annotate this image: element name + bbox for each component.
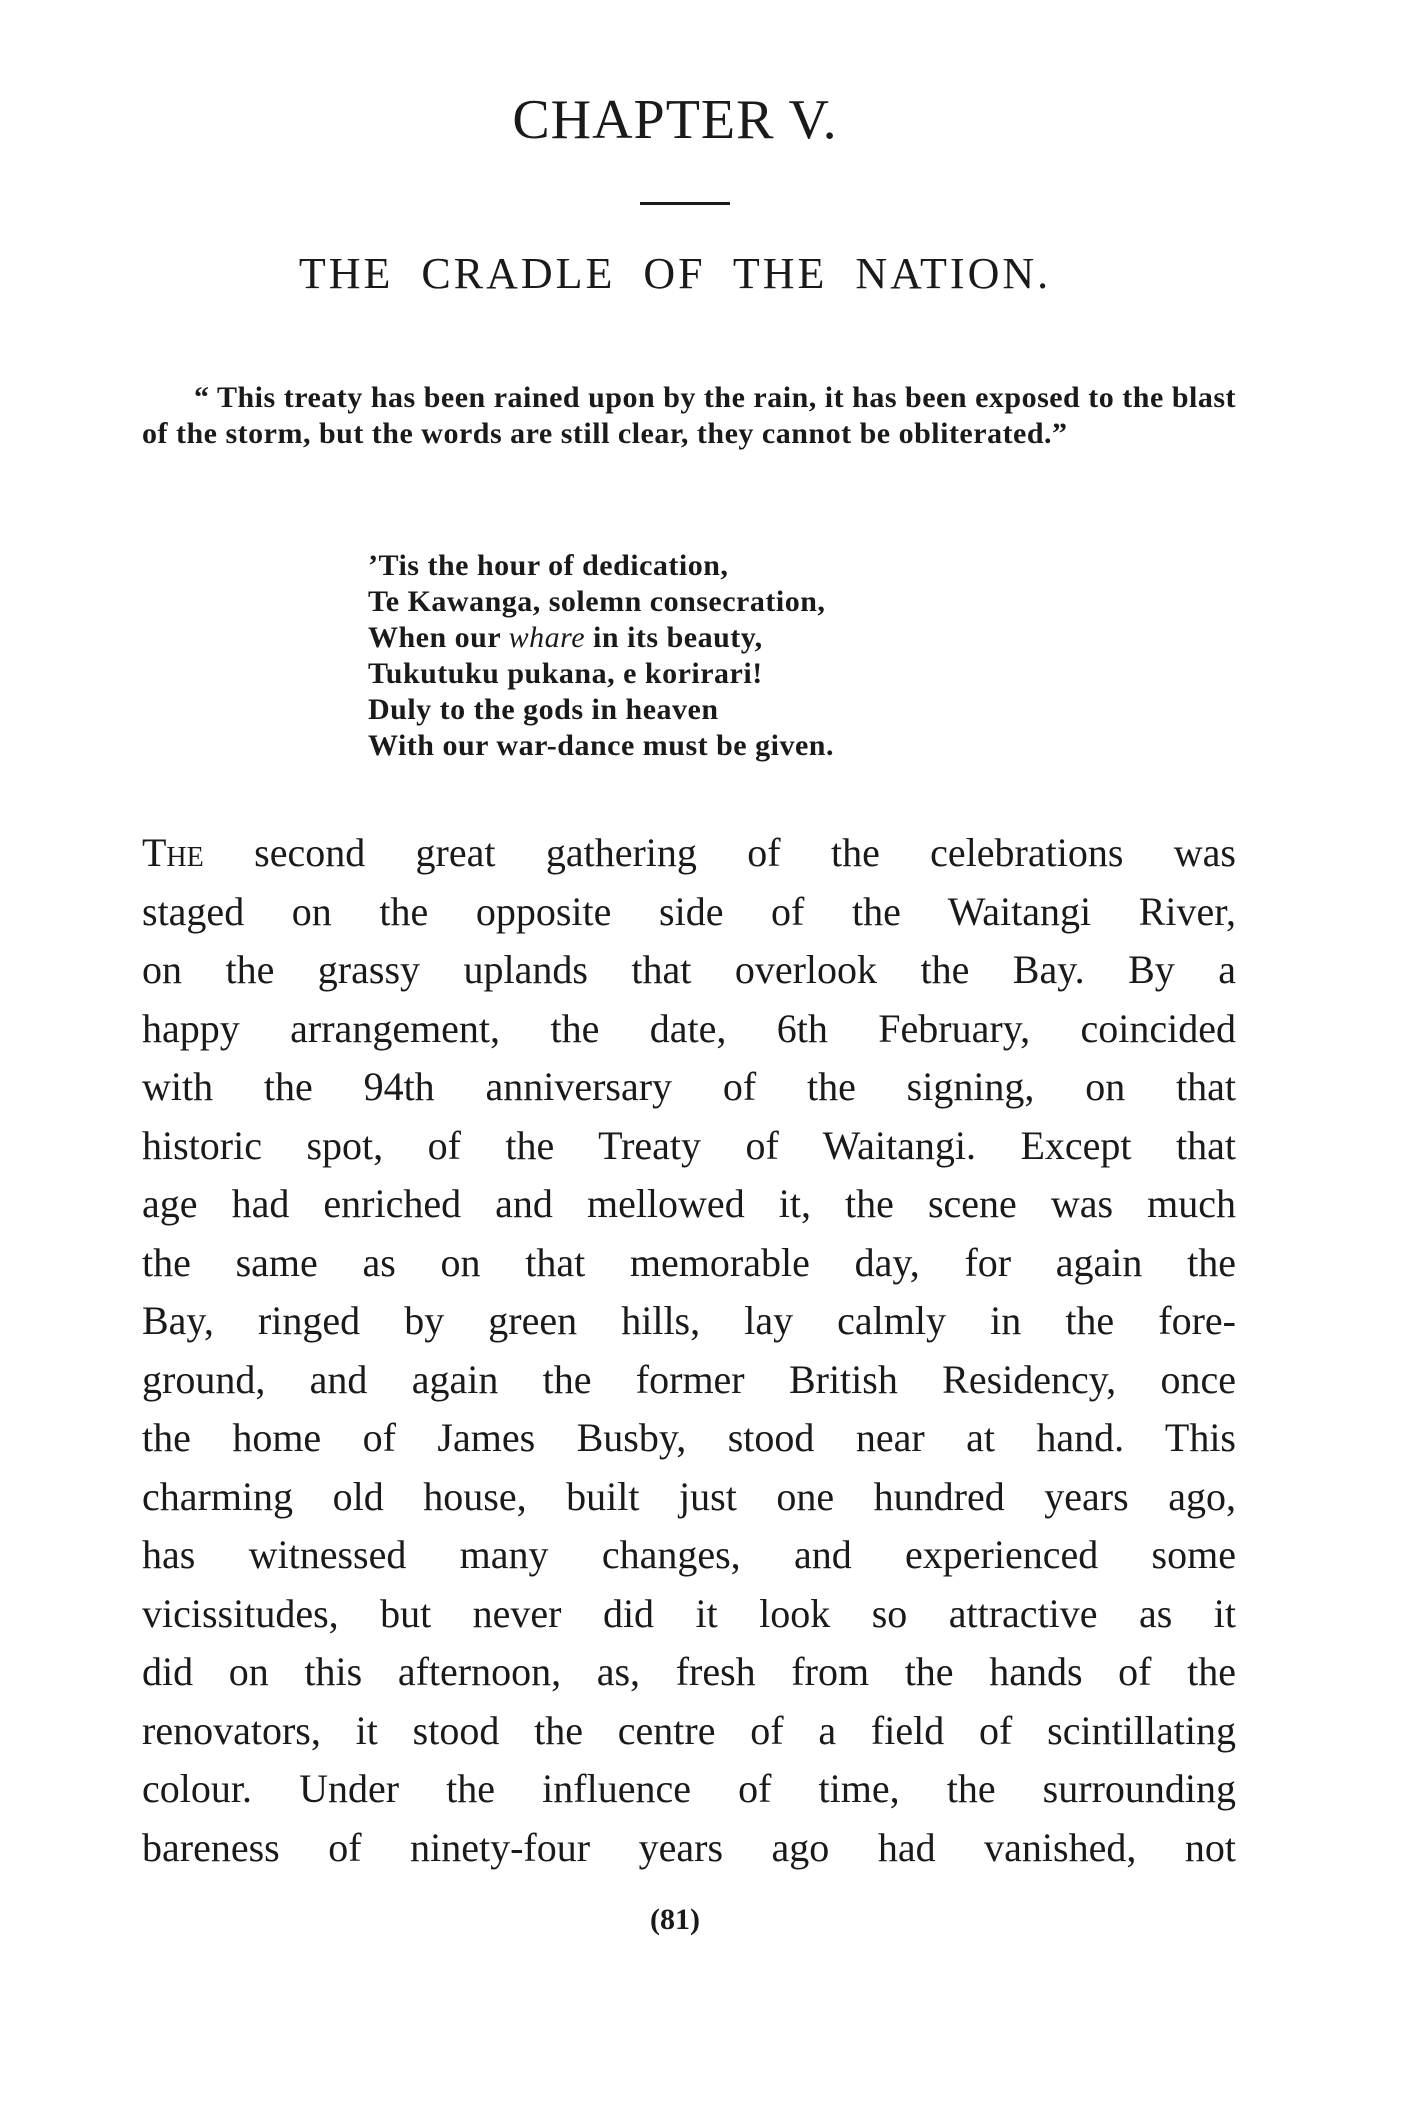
verse-line: Te Kawanga, solemn consecration,	[368, 585, 826, 618]
body-line: age had enriched and mellowed it, the scene was much	[142, 1181, 1236, 1226]
lead-word: The	[142, 830, 204, 875]
body-line	[142, 824, 1236, 883]
body-line: the same as on that memorable day, for again the	[142, 1239, 1236, 1285]
verse-text: in its beauty,	[585, 621, 763, 654]
verse-line: ’Tis the hour of dedication,	[368, 549, 729, 582]
epigraph-quote: “ This treaty has been rained upon by the rain, it has been exposed to the blast of the storm, but the words are still clear, they cannot be obliterated.”	[142, 381, 1236, 450]
body-paragraph	[142, 824, 1236, 1877]
body-line: vicissitudes, but never did it look so attractive as it	[142, 1590, 1236, 1636]
verse-line: Duly to the gods in heaven	[368, 693, 719, 726]
verse-line: With our war-dance must be given.	[368, 729, 834, 762]
body-line: Bay, ringed by green hills, lay calmly in the fore-	[142, 1298, 1236, 1343]
verse-block	[368, 548, 834, 764]
page-number: (81)	[650, 1903, 700, 1936]
body-line: colour. Under the influence of time, the surrounding	[142, 1766, 1236, 1811]
verse-italic-word: whare	[508, 621, 586, 654]
body-line: on the grassy uplands that overlook the Bay. By a	[142, 947, 1236, 992]
title-divider	[640, 202, 730, 205]
body-line: historic spot, of the Treaty of Waitangi. Except that	[142, 1122, 1236, 1168]
chapter-heading: CHAPTER V.	[512, 89, 838, 151]
body-line: did on this afternoon, as, fresh from the hands of the	[142, 1649, 1236, 1694]
body-line: happy arrangement, the date, 6th February, coincided	[142, 1005, 1236, 1051]
verse-line	[368, 620, 834, 656]
body-line: ground, and again the former British Residency, once	[142, 1356, 1236, 1402]
verse-line: Tukutuku pukana, e korirari!	[368, 657, 763, 690]
chapter-title: THE CRADLE OF THE NATION.	[298, 249, 1052, 298]
body-line: renovators, it stood the centre of a field of scintillating	[142, 1707, 1236, 1753]
body-line: has witnessed many changes, and experienced some	[142, 1532, 1236, 1577]
body-line: with the 94th anniversary of the signing, on that	[142, 1064, 1236, 1109]
verse-text: When our	[368, 621, 509, 654]
body-line: charming old house, built just one hundred years ago,	[142, 1473, 1236, 1519]
body-line: bareness of ninety-four years ago had vanished, not	[142, 1824, 1236, 1870]
body-line-text: second great gathering of the celebrations was	[203, 830, 1236, 875]
body-line: staged on the opposite side of the Waitangi River,	[142, 888, 1236, 934]
body-line: the home of James Busby, stood near at hand. This	[142, 1415, 1236, 1460]
